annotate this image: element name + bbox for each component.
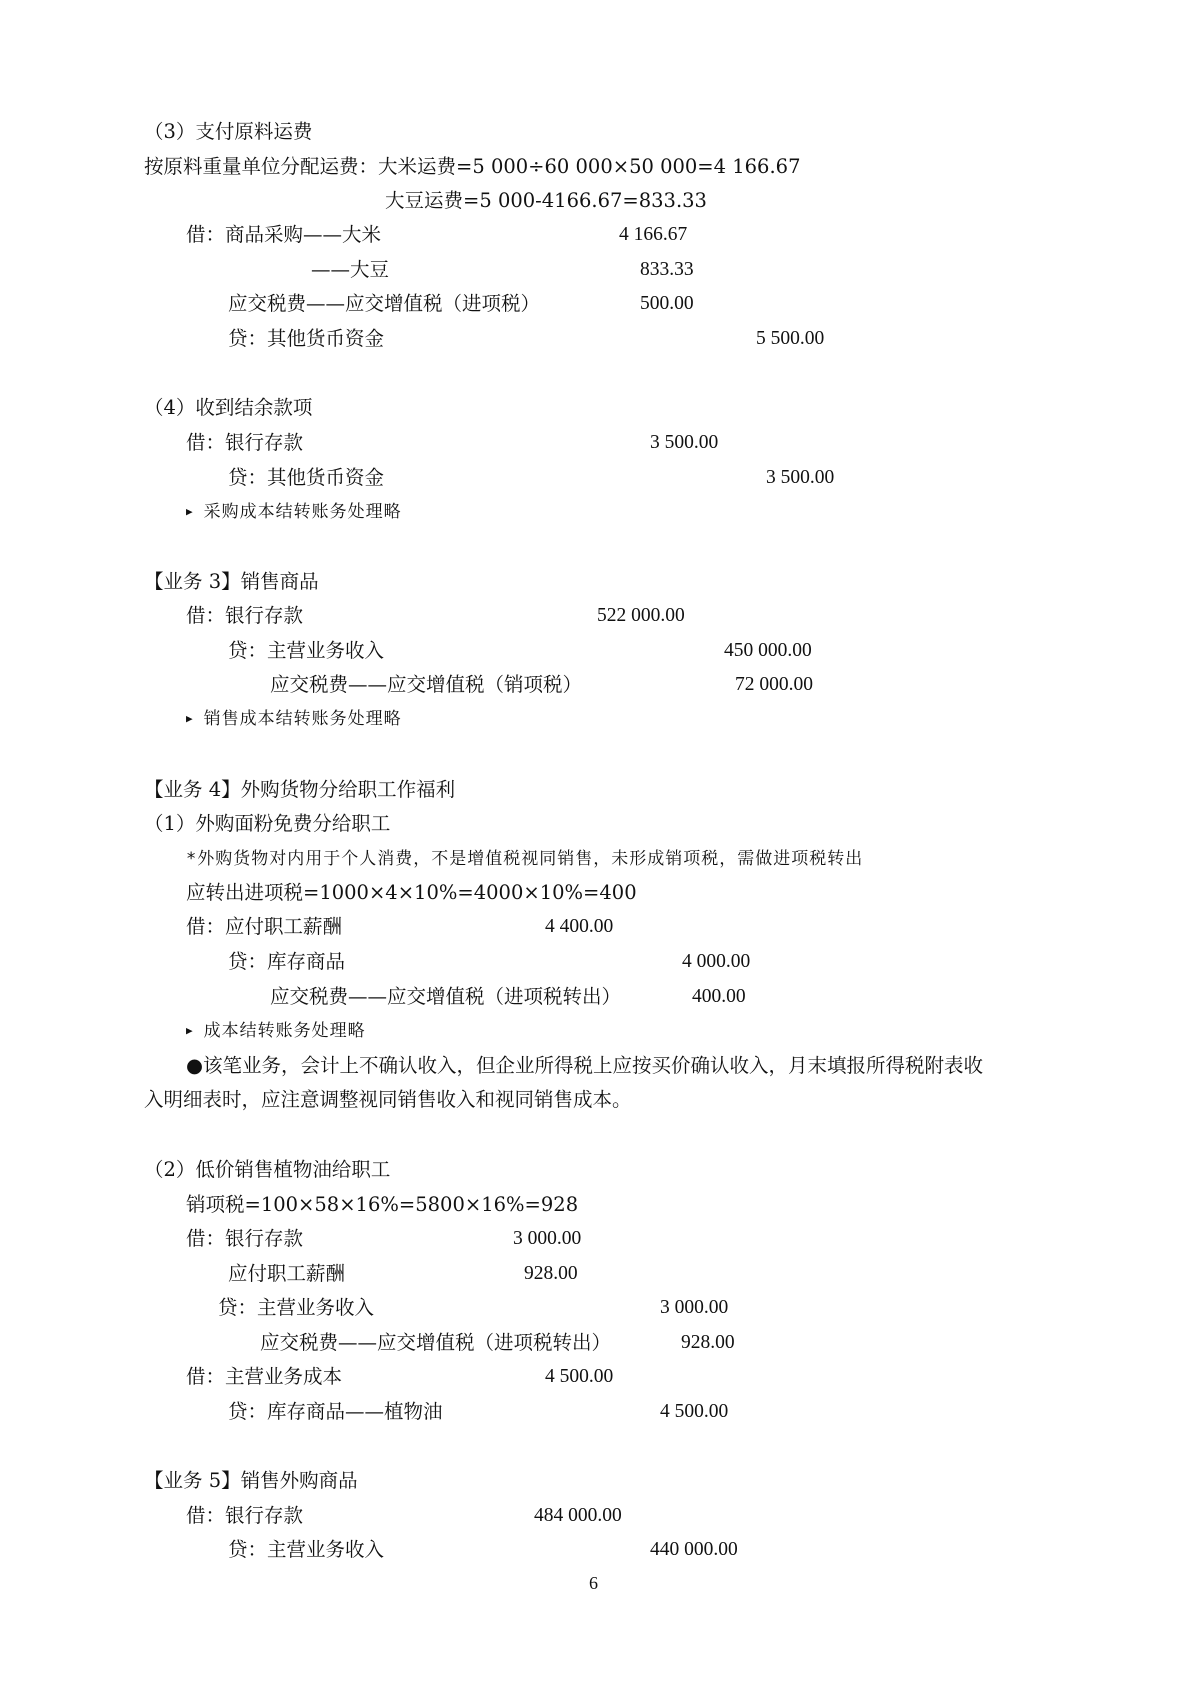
- credit-label: 应交税费——应交增值税（销项税）: [270, 673, 583, 696]
- debit-amount: 833.33: [640, 259, 694, 280]
- paragraph-line: ●该笔业务，会计上不确认收入，但企业所得税上应按买价确认收入，月末填报所得税附表收: [186, 1054, 984, 1077]
- note-text: 采购成本结转账务处理略: [203, 502, 402, 522]
- debit-label: 借：商品采购——大米: [186, 223, 382, 246]
- credit-amount: 72 000.00: [735, 674, 813, 695]
- note-line: [186, 1019, 366, 1043]
- debit-label: 借：银行存款: [186, 604, 304, 627]
- note-line: *外购货物对内用于个人消费，不是增值税视同销售，未形成销项税，需做进项税转出: [186, 849, 864, 869]
- credit-amount: 4 500.00: [660, 1401, 729, 1422]
- credit-label: 贷：库存商品: [228, 950, 346, 973]
- debit-label: 借：应付职工薪酬: [186, 915, 343, 938]
- credit-amount: 3 000.00: [660, 1297, 729, 1318]
- note-line: [186, 500, 402, 524]
- credit-amount: 4 000.00: [682, 951, 751, 972]
- allocation-formula: 大豆运费=5 000-4166.67=833.33: [385, 189, 707, 212]
- credit-amount: 440 000.00: [650, 1539, 738, 1560]
- credit-label: 贷：主营业务收入: [228, 639, 385, 662]
- allocation-formula: 按原料重量单位分配运费：大米运费=5 000÷60 000×50 000=4 166.67: [144, 155, 801, 178]
- debit-amount: 3 000.00: [513, 1228, 582, 1249]
- debit-label: 应付职工薪酬: [228, 1262, 346, 1285]
- credit-label: 贷：其他货币资金: [228, 327, 385, 350]
- note-line: [186, 707, 402, 731]
- triangle-bullet-icon: ▶: [186, 1024, 194, 1037]
- business-title: 【业务 3】销售商品: [144, 570, 319, 593]
- debit-amount: 4 500.00: [545, 1366, 614, 1387]
- credit-label: 贷：主营业务收入: [228, 1538, 385, 1561]
- credit-label: 贷：库存商品——植物油: [228, 1400, 443, 1423]
- triangle-bullet-icon: ▶: [186, 712, 194, 725]
- business-title: 【业务 5】销售外购商品: [144, 1469, 358, 1492]
- credit-label: 应交税费——应交增值税（进项税转出）: [260, 1331, 612, 1354]
- debit-label: ——大豆: [311, 258, 390, 281]
- debit-amount: 4 166.67: [619, 224, 688, 245]
- calculation-line: 应转出进项税=1000×4×10%=4000×10%=400: [186, 881, 637, 904]
- credit-label: 贷：其他货币资金: [228, 466, 385, 489]
- debit-label: 借：银行存款: [186, 1227, 304, 1250]
- debit-amount: 484 000.00: [534, 1505, 622, 1526]
- debit-amount: 3 500.00: [650, 432, 719, 453]
- paragraph-line: 入明细表时，应注意调整视同销售收入和视同销售成本。: [144, 1088, 632, 1111]
- debit-label: 借：银行存款: [186, 1504, 304, 1527]
- section-title: （3）支付原料运费: [144, 120, 313, 143]
- triangle-bullet-icon: ▶: [186, 505, 194, 518]
- section-title: （4）收到结余款项: [144, 396, 313, 419]
- debit-amount: 522 000.00: [597, 605, 685, 626]
- calculation-line: 销项税=100×58×16%=5800×16%=928: [186, 1193, 579, 1216]
- debit-amount: 4 400.00: [545, 916, 614, 937]
- debit-label: 应交税费——应交增值税（进项税）: [228, 292, 541, 315]
- credit-amount: 5 500.00: [756, 328, 825, 349]
- credit-label: 贷：主营业务收入: [218, 1296, 375, 1319]
- business-title: 【业务 4】外购货物分给职工作福利: [144, 778, 456, 801]
- page-number: 6: [589, 1573, 598, 1593]
- section-title: （2）低价销售植物油给职工: [144, 1158, 391, 1181]
- note-text: 销售成本结转账务处理略: [203, 709, 402, 729]
- credit-label: 应交税费——应交增值税（进项税转出）: [270, 985, 622, 1008]
- section-title: （1）外购面粉免费分给职工: [144, 812, 391, 835]
- credit-amount: 3 500.00: [766, 467, 835, 488]
- debit-label: 借：银行存款: [186, 431, 304, 454]
- credit-amount: 400.00: [692, 986, 746, 1007]
- note-text: 成本结转账务处理略: [203, 1021, 366, 1041]
- credit-amount: 450 000.00: [724, 640, 812, 661]
- debit-amount: 500.00: [640, 293, 694, 314]
- debit-amount: 928.00: [524, 1263, 578, 1284]
- debit-label: 借：主营业务成本: [186, 1365, 343, 1388]
- credit-amount: 928.00: [681, 1332, 735, 1353]
